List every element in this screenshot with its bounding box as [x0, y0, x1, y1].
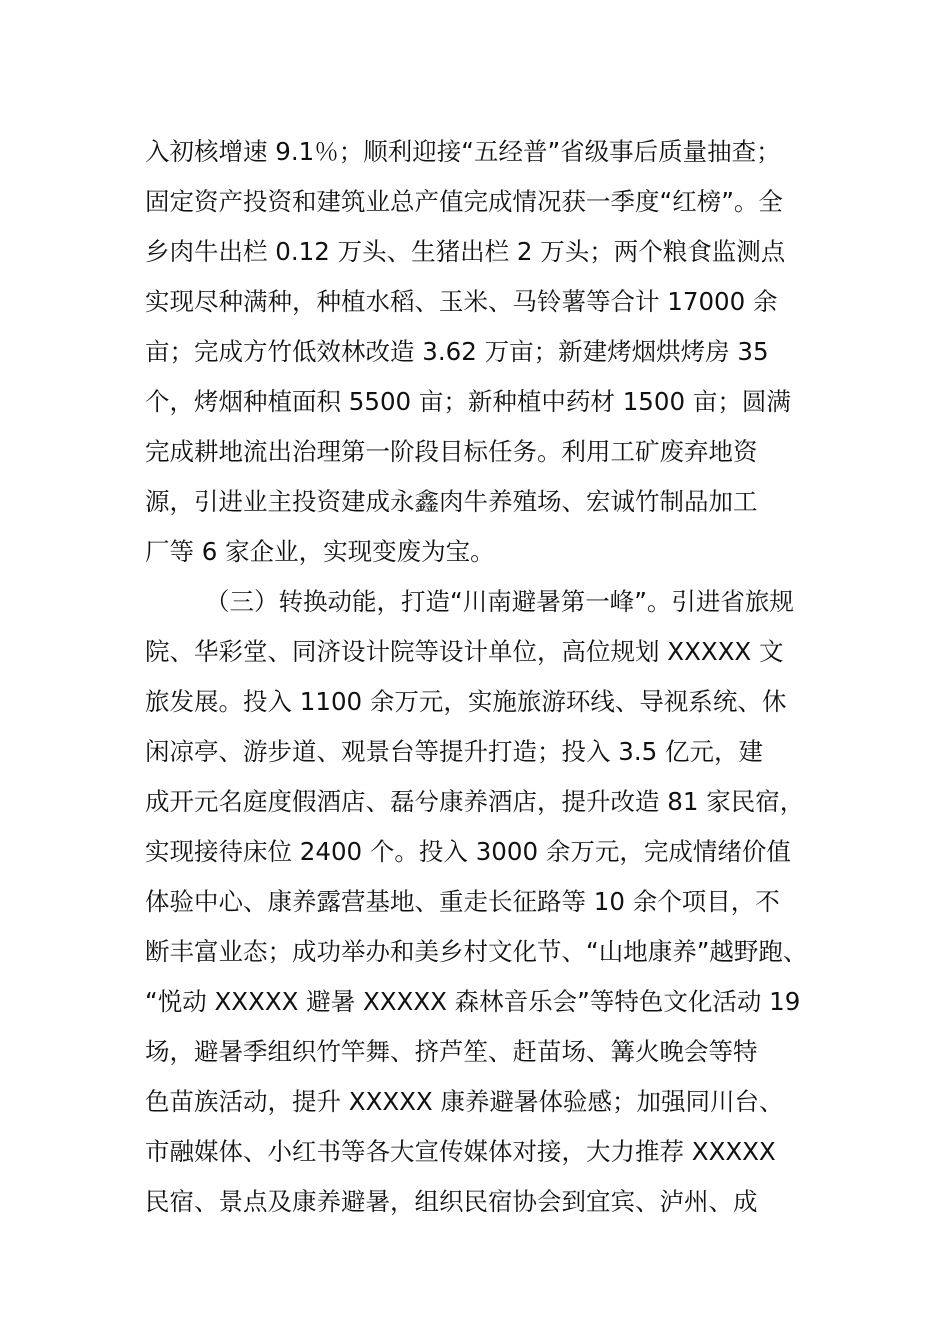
text-line: “悦动 XXXXX 避暑 XXXXX 森林音乐会”等特色文化活动 19: [145, 987, 801, 1016]
text-line: 民宿、景点及康养避暑，组织民宿协会到宜宾、泸州、成: [145, 1187, 758, 1216]
text-line: 入初核增速 9.1％；顺利迎接“五经普”省级事后质量抽查；: [145, 137, 781, 166]
text-line: 厂等 6 家企业，实现变废为宝。: [145, 537, 495, 566]
text-line: 实现尽种满种，种植水稻、玉米、马铃薯等合计 17000 余: [145, 287, 778, 316]
text-line: 乡肉牛出栏 0.12 万头、生猪出栏 2 万头；两个粮食监测点: [145, 237, 786, 266]
text-line: 院、华彩堂、同济设计院等设计单位，高位规划 XXXXX 文: [145, 637, 784, 666]
text-line: 体验中心、康养露营基地、重走长征路等 10 余个项目，不: [145, 887, 780, 916]
text-line: 亩；完成方竹低效林改造 3.62 万亩；新建烤烟烘烤房 35: [145, 337, 769, 366]
text-line: 固定资产投资和建筑业总产值完成情况获一季度“红榜”。全: [145, 187, 783, 216]
text-line: 场，避暑季组织竹竿舞、挤芦笙、赶苗场、篝火晚会等特: [145, 1037, 758, 1066]
text-line: 闲凉亭、游步道、观景台等提升打造；投入 3.5 亿元，建: [145, 737, 764, 766]
text-line: 个，烤烟种植面积 5500 亩；新种植中药材 1500 亩；圆满: [145, 387, 791, 416]
text-line: 源，引进业主投资建成永鑫肉牛养殖场、宏诚竹制品加工: [145, 487, 758, 516]
text-line: 旅发展。投入 1100 余万元，实施旅游环线、导视系统、休: [145, 687, 787, 716]
text-line: 实现接待床位 2400 个。投入 3000 余万元，完成情绪价值: [145, 837, 791, 866]
text-line: 断丰富业态；成功举办和美乡村文化节、“山地康养”越野跑、: [145, 937, 808, 966]
text-line: 成开元名庭度假酒店、磊兮康养酒店，提升改造 81 家民宿，: [145, 787, 805, 816]
body-text: [145, 127, 835, 1227]
section-heading-line: （三）转换动能，打造“川南避暑第一峰”。引进省旅规: [205, 587, 794, 616]
text-line: 市融媒体、小红书等各大宣传媒体对接，大力推荐 XXXXX: [145, 1137, 776, 1166]
text-line: 色苗族活动，提升 XXXXX 康养避暑体验感；加强同川台、: [145, 1087, 784, 1116]
text-line: 完成耕地流出治理第一阶段目标任务。利用工矿废弃地资: [145, 437, 758, 466]
